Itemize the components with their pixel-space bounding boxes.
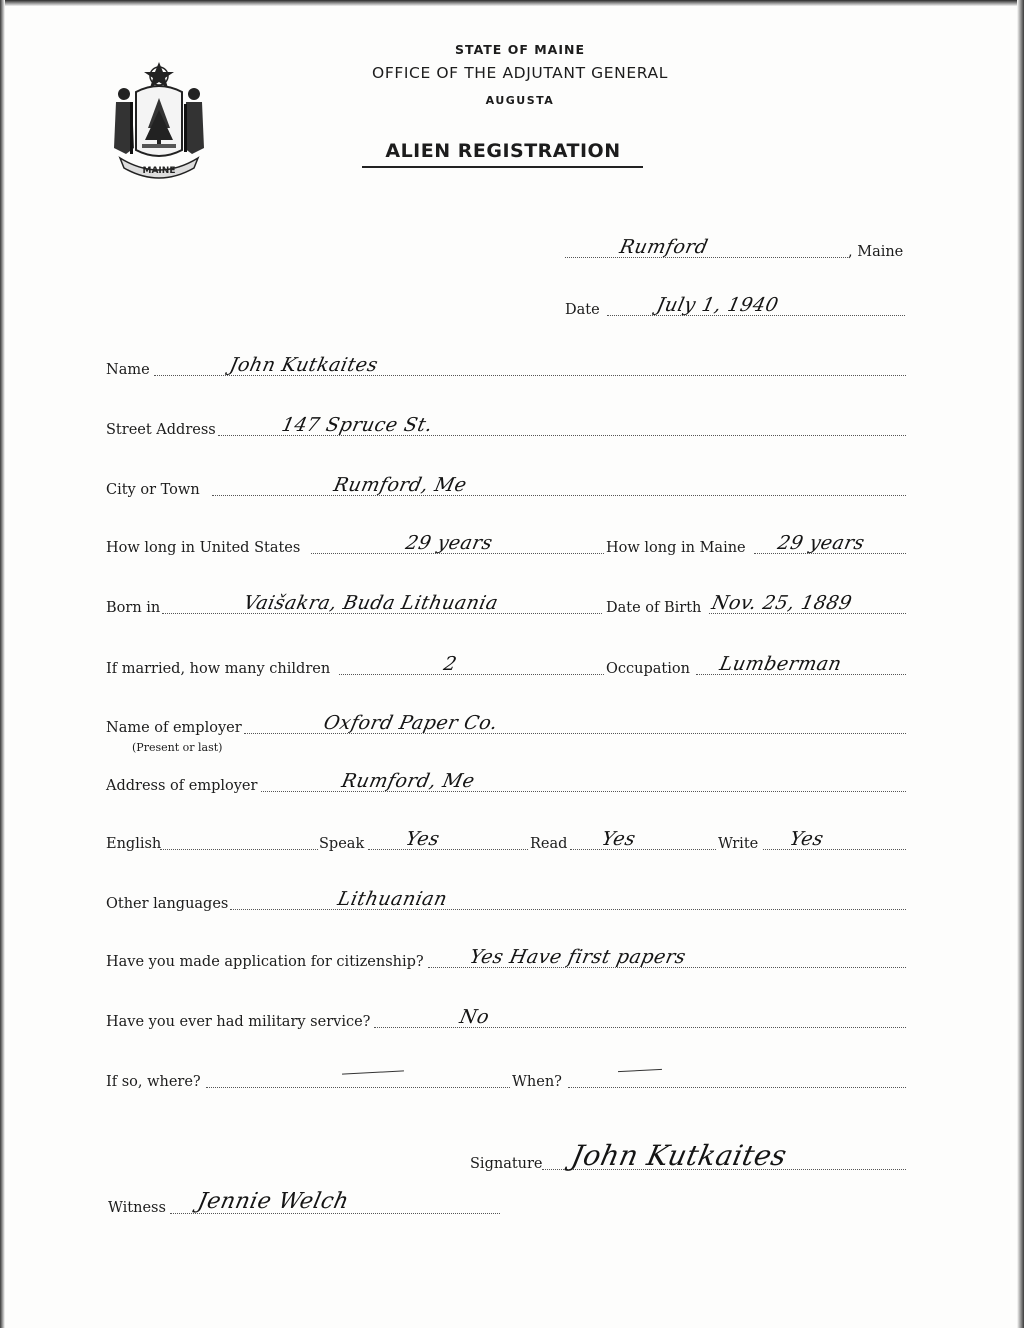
form-title: ALIEN REGISTRATION [385, 140, 621, 162]
children-label: If married, how many children [106, 661, 331, 677]
city-entry: Rumford, Me [331, 474, 469, 496]
how-long-us-label: How long in United States [106, 540, 301, 556]
employer-note: (Present or last) [132, 741, 223, 754]
residence-duration-row [106, 532, 910, 560]
scan-edge-right [1017, 0, 1024, 1328]
military-entry: No [457, 1006, 492, 1028]
english-label: English [106, 836, 162, 852]
street-address-label: Street Address [106, 422, 216, 438]
name-label: Name [106, 362, 150, 378]
employer-row [106, 712, 910, 754]
english-row [106, 828, 910, 856]
write-label: Write [718, 836, 759, 852]
date-row [565, 294, 910, 322]
when-label: When? [512, 1074, 562, 1090]
military-label: Have you ever had military service? [106, 1014, 371, 1030]
service-details-row [106, 1066, 910, 1094]
street-address-entry: 147 Spruce St. [279, 414, 435, 436]
state-heading: STATE OF MAINE [455, 42, 585, 57]
employer-label: Name of employer [106, 720, 242, 736]
scan-edge-left [0, 0, 5, 1328]
employer-address-row [106, 770, 910, 798]
birth-row [106, 592, 910, 620]
city-row [106, 474, 910, 502]
scan-edge-top [0, 0, 1024, 6]
signature-label: Signature [470, 1156, 543, 1172]
witness-label: Witness [108, 1200, 166, 1216]
city-heading: AUGUSTA [485, 94, 555, 107]
signature-entry: John Kutkaites [568, 1139, 790, 1172]
children-entry: 2 [441, 653, 459, 675]
speak-entry: Yes [403, 828, 442, 850]
how-long-maine-label: How long in Maine [606, 540, 746, 556]
date-of-birth-entry: Nov. 25, 1889 [709, 592, 855, 614]
signature-row [470, 1124, 910, 1176]
maine-label: , Maine [848, 244, 904, 260]
office-heading: OFFICE OF THE ADJUTANT GENERAL [372, 64, 668, 82]
write-entry: Yes [787, 828, 826, 850]
employer-address-label: Address of employer [106, 778, 258, 794]
children-occupation-row [106, 653, 910, 681]
name-entry: John Kutkaites [227, 354, 381, 376]
occupation-label: Occupation [606, 661, 690, 677]
how-long-us-entry: 29 years [403, 532, 495, 554]
other-languages-row [106, 888, 910, 916]
town-entry: Rumford [617, 236, 711, 258]
date-of-birth-label: Date of Birth [606, 600, 702, 616]
read-label: Read [530, 836, 568, 852]
read-entry: Yes [599, 828, 638, 850]
when-dash [618, 1069, 662, 1073]
born-in-label: Born in [106, 600, 161, 616]
title-underline [362, 166, 643, 168]
citizenship-label: Have you made application for citizenship? [106, 954, 424, 970]
svg-text:MAINE: MAINE [142, 166, 176, 176]
town-row [565, 236, 910, 264]
citizenship-row [106, 946, 910, 974]
name-row [106, 354, 910, 382]
street-address-row [106, 414, 910, 442]
date-entry: July 1, 1940 [654, 294, 781, 316]
born-in-entry: Vaišakra, Buda Lithuania [241, 592, 501, 614]
military-row [106, 1006, 910, 1034]
speak-label: Speak [319, 836, 365, 852]
other-languages-label: Other languages [106, 896, 229, 912]
how-long-maine-entry: 29 years [775, 532, 867, 554]
witness-row [108, 1180, 504, 1220]
employer-entry: Oxford Paper Co. [321, 712, 500, 734]
other-languages-entry: Lithuanian [335, 888, 450, 910]
witness-entry: Jennie Welch [195, 1189, 352, 1214]
citizenship-entry: Yes Have first papers [467, 946, 689, 968]
employer-address-entry: Rumford, Me [339, 770, 477, 792]
where-label: If so, where? [106, 1074, 201, 1090]
date-label: Date [565, 302, 600, 318]
where-dash [342, 1070, 404, 1075]
city-label: City or Town [106, 482, 200, 498]
maine-state-seal-icon [106, 58, 212, 182]
occupation-entry: Lumberman [717, 653, 844, 675]
